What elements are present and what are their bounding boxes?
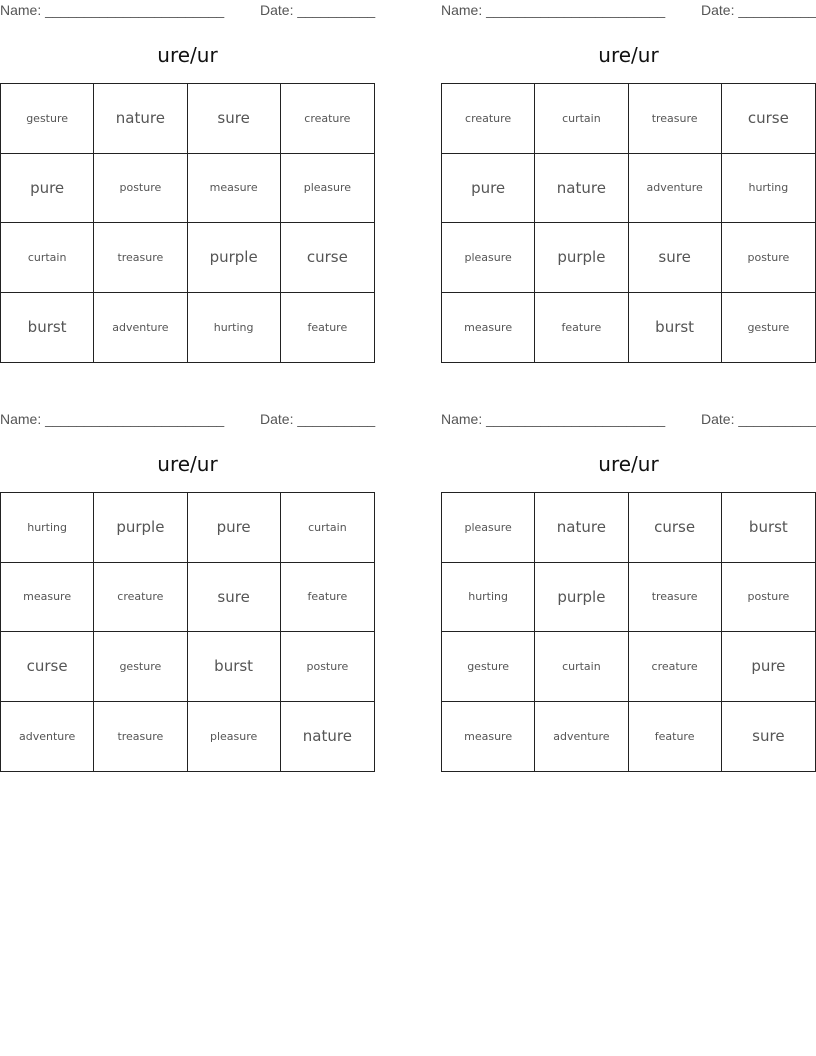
bingo-cell: measure xyxy=(1,563,94,633)
bingo-cell: curtain xyxy=(1,223,94,293)
bingo-cell: hurting xyxy=(722,154,815,224)
bingo-cell: posture xyxy=(722,563,815,633)
bingo-cell: gesture xyxy=(94,632,187,702)
bingo-cell: feature xyxy=(535,293,628,363)
bingo-card-2 xyxy=(441,0,816,375)
bingo-cell: curse xyxy=(722,84,815,154)
bingo-cell: posture xyxy=(722,223,815,293)
bingo-cell: pure xyxy=(188,493,281,563)
bingo-cell: burst xyxy=(722,493,815,563)
bingo-cell: pleasure xyxy=(281,154,374,224)
bingo-grid xyxy=(441,492,816,772)
bingo-cell: purple xyxy=(94,493,187,563)
bingo-cell: purple xyxy=(188,223,281,293)
bingo-cell: creature xyxy=(442,84,535,154)
bingo-cell: creature xyxy=(629,632,722,702)
date-field-label: Date: __________ xyxy=(260,411,376,427)
date-field-label: Date: __________ xyxy=(260,2,376,18)
bingo-cell: measure xyxy=(442,702,535,772)
bingo-cell: nature xyxy=(94,84,187,154)
bingo-grid xyxy=(0,83,375,363)
bingo-cell: posture xyxy=(94,154,187,224)
bingo-grid xyxy=(0,492,375,772)
bingo-cell: pleasure xyxy=(188,702,281,772)
card-header xyxy=(0,2,375,20)
date-field-label: Date: __________ xyxy=(701,2,816,18)
bingo-cell: curse xyxy=(629,493,722,563)
bingo-cell: pure xyxy=(442,154,535,224)
bingo-cell: sure xyxy=(188,84,281,154)
bingo-card-4 xyxy=(441,409,816,784)
name-field-label: Name: _______________________ xyxy=(0,2,225,18)
bingo-cell: purple xyxy=(535,563,628,633)
card-title: ure/ur xyxy=(598,452,659,476)
bingo-cell: treasure xyxy=(94,223,187,293)
bingo-grid xyxy=(441,83,816,363)
bingo-cell: curse xyxy=(1,632,94,702)
bingo-cell: adventure xyxy=(1,702,94,772)
bingo-cell: adventure xyxy=(94,293,187,363)
bingo-cell: gesture xyxy=(747,320,790,334)
bingo-cell: posture xyxy=(281,632,374,702)
bingo-cell: measure xyxy=(442,293,535,363)
bingo-cell: nature xyxy=(535,493,628,563)
bingo-cell: burst xyxy=(1,293,94,363)
bingo-cell: gesture xyxy=(1,84,94,154)
bingo-cell: sure xyxy=(188,563,281,633)
bingo-cell: feature xyxy=(307,320,348,334)
bingo-cell: curtain xyxy=(535,632,628,702)
bingo-cell: hurting xyxy=(1,493,94,563)
name-field-label: Name: _______________________ xyxy=(441,2,666,18)
bingo-cell: sure xyxy=(752,727,785,746)
bingo-cell: curtain xyxy=(535,84,628,154)
bingo-cell: pleasure xyxy=(442,493,535,563)
bingo-cell: treasure xyxy=(94,702,187,772)
bingo-cell: burst xyxy=(188,632,281,702)
bingo-cell: creature xyxy=(281,84,374,154)
card-header xyxy=(441,2,816,20)
bingo-cell: adventure xyxy=(535,702,628,772)
name-field-label: Name: _______________________ xyxy=(441,411,666,427)
bingo-cell: feature xyxy=(629,702,722,772)
bingo-cell: curtain xyxy=(281,493,374,563)
card-title: ure/ur xyxy=(157,452,218,476)
bingo-cell: nature xyxy=(535,154,628,224)
name-field-label: Name: _______________________ xyxy=(0,411,225,427)
bingo-cell: sure xyxy=(629,223,722,293)
bingo-cell: pleasure xyxy=(442,223,535,293)
bingo-cell: pure xyxy=(1,154,94,224)
bingo-cell: gesture xyxy=(442,632,535,702)
bingo-cell: measure xyxy=(188,154,281,224)
bingo-card-3 xyxy=(0,409,375,784)
card-header xyxy=(0,411,375,429)
date-field-label: Date: __________ xyxy=(701,411,816,427)
bingo-card-1 xyxy=(0,0,375,375)
bingo-cell: treasure xyxy=(629,84,722,154)
card-header xyxy=(441,411,816,429)
bingo-cell: feature xyxy=(281,563,374,633)
bingo-cell: creature xyxy=(94,563,187,633)
card-title: ure/ur xyxy=(598,43,659,67)
bingo-cell: purple xyxy=(535,223,628,293)
bingo-cell: burst xyxy=(629,293,722,363)
card-title: ure/ur xyxy=(157,43,218,67)
bingo-cell: hurting xyxy=(442,563,535,633)
bingo-cell: treasure xyxy=(629,563,722,633)
bingo-cell: pure xyxy=(722,632,815,702)
bingo-cell: nature xyxy=(302,727,352,746)
bingo-cell: curse xyxy=(281,223,374,293)
bingo-cell: adventure xyxy=(629,154,722,224)
bingo-cell: hurting xyxy=(188,293,281,363)
